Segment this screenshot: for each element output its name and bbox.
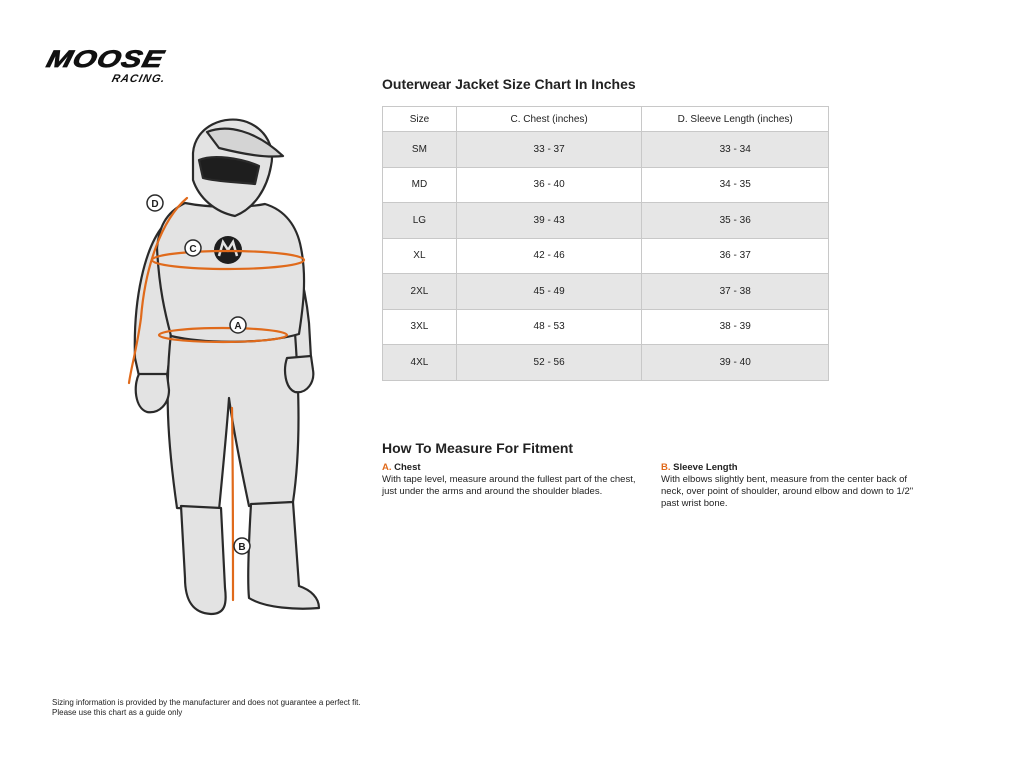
- measure-sleeve-letter: B.: [661, 462, 671, 473]
- cell-sleeve: 38 - 39: [642, 309, 829, 345]
- left-glove: [136, 374, 169, 412]
- size-chart-title: Outerwear Jacket Size Chart In Inches: [382, 76, 636, 92]
- logo-wordmark: MOOSE: [43, 46, 168, 73]
- measure-sleeve-block: [661, 462, 923, 510]
- table-header-row: [383, 107, 829, 132]
- moose-racing-logo: [43, 46, 210, 88]
- table-row: [383, 238, 829, 274]
- header-sleeve: D. Sleeve Length (inches): [642, 107, 829, 132]
- cell-size: LG: [383, 203, 457, 239]
- cell-sleeve: 37 - 38: [642, 274, 829, 310]
- table-row: [383, 203, 829, 239]
- header-size: Size: [383, 107, 457, 132]
- left-boot: [181, 506, 226, 614]
- rider-measurement-figure: [115, 108, 345, 628]
- measure-chest-text: With tape level, measure around the fullest part of the chest, just under the arms and around the shoulder blades.: [382, 474, 636, 497]
- cell-size: 3XL: [383, 309, 457, 345]
- cell-chest: 36 - 40: [456, 167, 642, 203]
- cell-sleeve: 39 - 40: [642, 345, 829, 381]
- measure-chest-letter: A.: [382, 462, 392, 473]
- table-row: [383, 132, 829, 168]
- cell-chest: 39 - 43: [456, 203, 642, 239]
- marker-b: B: [238, 542, 246, 553]
- table-row: [383, 345, 829, 381]
- cell-sleeve: 35 - 36: [642, 203, 829, 239]
- cell-chest: 48 - 53: [456, 309, 642, 345]
- marker-d: D: [151, 199, 159, 210]
- measure-title: How To Measure For Fitment: [382, 440, 574, 456]
- right-boot: [248, 502, 319, 609]
- measure-sleeve-text: With elbows slightly bent, measure from the center back of neck, over point of shoulder, around elbow and down to 1/2" past wrist bone.: [661, 474, 914, 509]
- measure-sleeve-label: Sleeve Length: [673, 462, 738, 473]
- cell-size: 2XL: [383, 274, 457, 310]
- cell-sleeve: 34 - 35: [642, 167, 829, 203]
- marker-c: C: [189, 244, 197, 255]
- header-chest: C. Chest (inches): [456, 107, 642, 132]
- marker-a: A: [234, 321, 242, 332]
- cell-size: MD: [383, 167, 457, 203]
- cell-size: 4XL: [383, 345, 457, 381]
- disclaimer-line-1: Sizing information is provided by the manufacturer and does not guarantee a perfect fit.: [52, 698, 361, 707]
- disclaimer: [52, 698, 361, 718]
- table-row: [383, 167, 829, 203]
- inseam-measure-line: [232, 408, 233, 600]
- cell-chest: 42 - 46: [456, 238, 642, 274]
- cell-chest: 33 - 37: [456, 132, 642, 168]
- measure-chest-block: [382, 462, 644, 498]
- table-row: [383, 309, 829, 345]
- cell-sleeve: 33 - 34: [642, 132, 829, 168]
- cell-chest: 52 - 56: [456, 345, 642, 381]
- cell-sleeve: 36 - 37: [642, 238, 829, 274]
- size-chart-table: [382, 106, 829, 381]
- right-glove: [285, 356, 313, 392]
- cell-size: SM: [383, 132, 457, 168]
- cell-size: XL: [383, 238, 457, 274]
- cell-chest: 45 - 49: [456, 274, 642, 310]
- table-row: [383, 274, 829, 310]
- logo-subtitle: RACING.: [110, 73, 167, 85]
- disclaimer-line-2: Please use this chart as a guide only: [52, 708, 183, 717]
- measure-chest-label: Chest: [394, 462, 421, 473]
